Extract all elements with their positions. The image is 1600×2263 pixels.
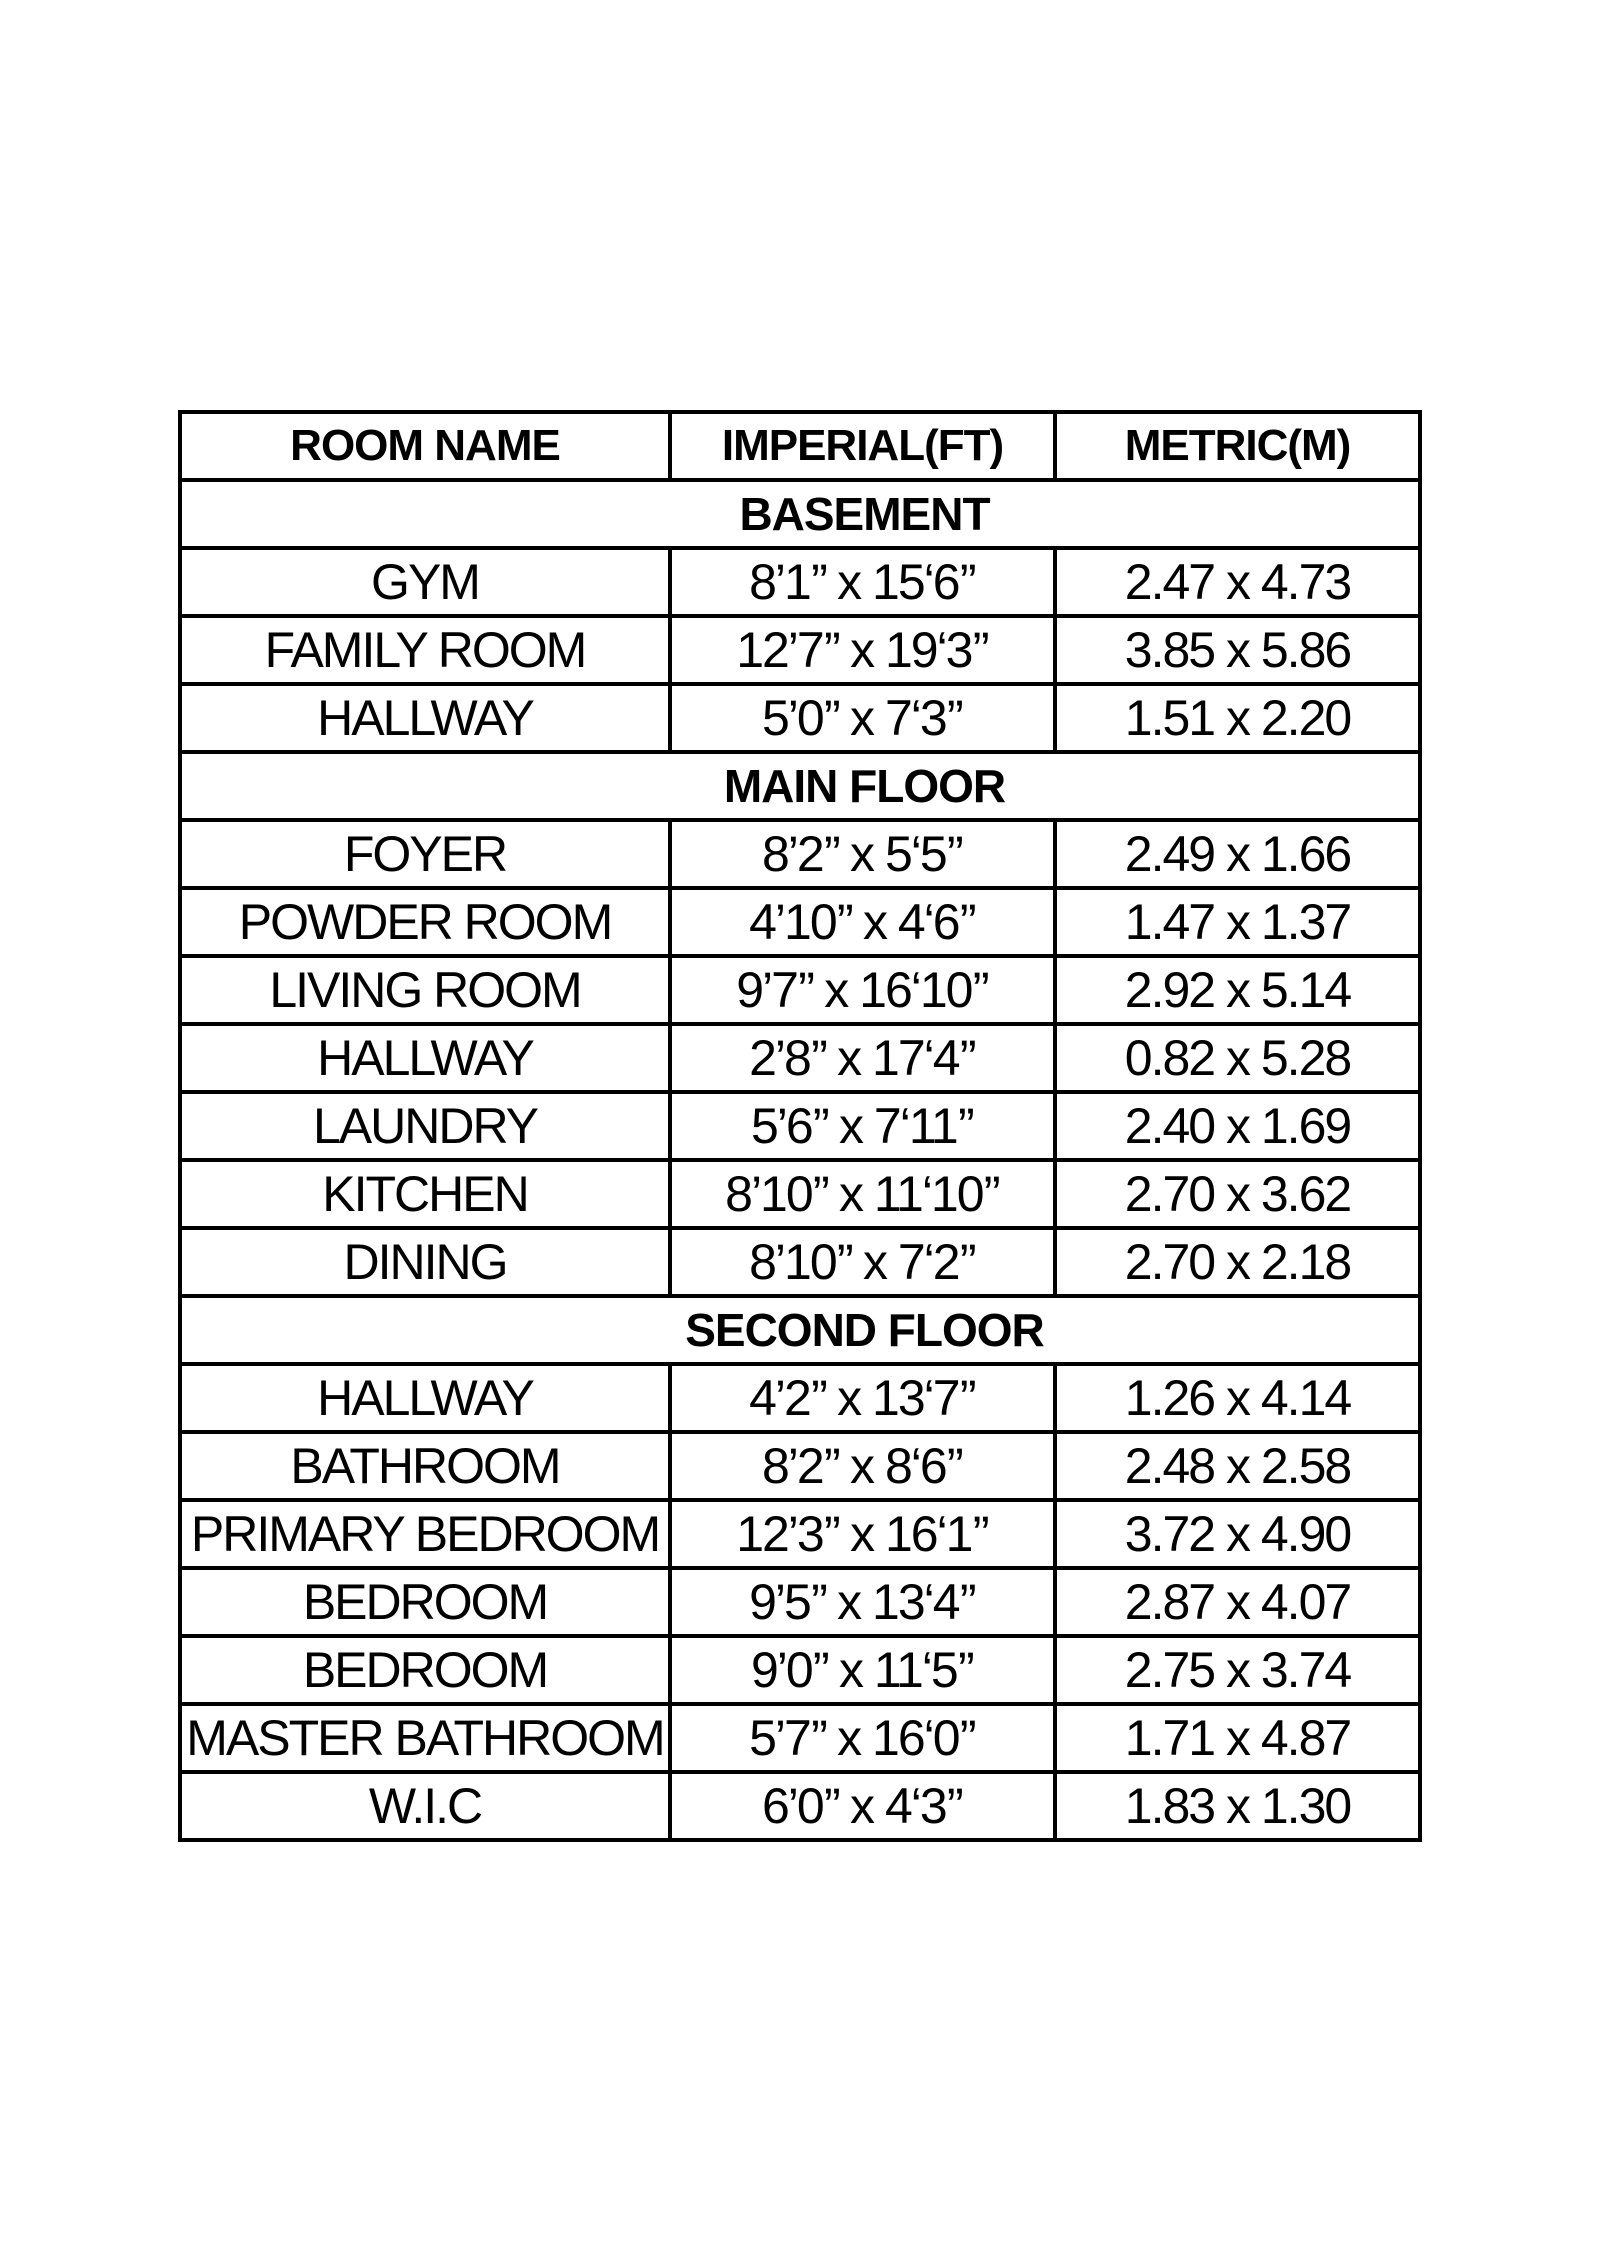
table-row-hallway-second — [182, 1366, 1418, 1434]
imperial-cell: 8’2’’ x 8‘6’’ — [672, 1434, 1057, 1498]
imperial-cell: 9’7’’ x 16‘10’’ — [672, 958, 1057, 1022]
imperial-cell: 4’2’’ x 13‘7’’ — [672, 1366, 1057, 1430]
metric-cell: 3.72 x 4.90 — [1124, 1506, 1351, 1562]
metric-cell: 2.70 x 3.62 — [1124, 1166, 1351, 1222]
room-name-cell: PRIMARY BEDROOM — [182, 1502, 672, 1566]
room-name-cell: DINING — [182, 1230, 672, 1294]
section-title-basement: BASEMENT — [739, 488, 990, 540]
section-spacer — [1057, 754, 1418, 818]
room-name-cell: HALLWAY — [182, 686, 672, 750]
table-row-powder-room — [182, 890, 1418, 958]
column-header-room-name: ROOM NAME — [182, 414, 672, 478]
room-name-cell: W.I.C — [182, 1774, 672, 1838]
room-dimensions-table — [178, 410, 1422, 1842]
table-header-row — [182, 414, 1418, 482]
metric-cell: 2.47 x 4.73 — [1124, 554, 1351, 610]
imperial-cell: 9’5’’ x 13‘4’’ — [672, 1570, 1057, 1634]
section-spacer — [182, 1298, 672, 1362]
imperial-cell: 8’1’’ x 15‘6’’ — [672, 550, 1057, 614]
table-row-bedroom-2 — [182, 1638, 1418, 1706]
room-name-cell: BEDROOM — [182, 1570, 672, 1634]
metric-cell: 2.75 x 3.74 — [1124, 1642, 1351, 1698]
metric-cell: 2.48 x 2.58 — [1124, 1438, 1351, 1494]
metric-cell: 1.51 x 2.20 — [1124, 690, 1351, 746]
table-row-primary-bedroom — [182, 1502, 1418, 1570]
imperial-cell: 12’3’’ x 16‘1’’ — [672, 1502, 1057, 1566]
table-row-gym — [182, 550, 1418, 618]
room-name-cell: HALLWAY — [182, 1366, 672, 1430]
metric-cell: 2.70 x 2.18 — [1124, 1234, 1351, 1290]
table-row-living-room — [182, 958, 1418, 1026]
section-spacer — [182, 482, 672, 546]
imperial-cell: 5’7’’ x 16‘0’’ — [672, 1706, 1057, 1770]
imperial-cell: 4’10’’ x 4‘6’’ — [672, 890, 1057, 954]
room-name-cell: GYM — [182, 550, 672, 614]
table-row-bedroom-1 — [182, 1570, 1418, 1638]
table-row-family-room — [182, 618, 1418, 686]
table-row-dining — [182, 1230, 1418, 1298]
table-row-bathroom — [182, 1434, 1418, 1502]
metric-cell: 2.49 x 1.66 — [1124, 826, 1351, 882]
room-name-cell: FOYER — [182, 822, 672, 886]
room-name-cell: FAMILY ROOM — [182, 618, 672, 682]
metric-cell: 2.92 x 5.14 — [1124, 962, 1351, 1018]
imperial-cell: 8’10’’ x 7‘2’’ — [672, 1230, 1057, 1294]
section-title-main-floor: MAIN FLOOR — [723, 760, 1006, 812]
imperial-cell: 12’7’’ x 19‘3’’ — [672, 618, 1057, 682]
table-row-laundry — [182, 1094, 1418, 1162]
table-row-foyer — [182, 822, 1418, 890]
section-spacer — [182, 754, 672, 818]
imperial-cell: 2’8’’ x 17‘4’’ — [672, 1026, 1057, 1090]
imperial-cell: 9’0’’ x 11‘5’’ — [672, 1638, 1057, 1702]
table-row-wic — [182, 1774, 1418, 1838]
section-spacer — [1057, 482, 1418, 546]
table-row-master-bathroom — [182, 1706, 1418, 1774]
metric-cell: 1.83 x 1.30 — [1124, 1778, 1351, 1834]
room-name-cell: POWDER ROOM — [182, 890, 672, 954]
metric-cell: 0.82 x 5.28 — [1124, 1030, 1351, 1086]
metric-cell: 2.87 x 4.07 — [1124, 1574, 1351, 1630]
imperial-cell: 6’0’’ x 4‘3’’ — [672, 1774, 1057, 1838]
metric-cell: 1.26 x 4.14 — [1124, 1370, 1351, 1426]
room-name-cell: BATHROOM — [182, 1434, 672, 1498]
metric-cell: 3.85 x 5.86 — [1124, 622, 1351, 678]
room-name-cell: BEDROOM — [182, 1638, 672, 1702]
table-row-hallway-main — [182, 1026, 1418, 1094]
room-name-cell: MASTER BATHROOM — [182, 1706, 672, 1770]
room-name-cell: KITCHEN — [182, 1162, 672, 1226]
imperial-cell: 5’0’’ x 7‘3’’ — [672, 686, 1057, 750]
imperial-cell: 5’6’’ x 7‘11’’ — [672, 1094, 1057, 1158]
section-header-second-floor — [182, 1298, 1418, 1366]
metric-cell: 1.47 x 1.37 — [1124, 894, 1351, 950]
section-header-main-floor — [182, 754, 1418, 822]
table-row-kitchen — [182, 1162, 1418, 1230]
column-header-metric: METRIC(M) — [1124, 421, 1351, 470]
metric-cell: 1.71 x 4.87 — [1124, 1710, 1351, 1766]
room-name-cell: HALLWAY — [182, 1026, 672, 1090]
section-spacer — [1057, 1298, 1418, 1362]
table-row-hallway-basement — [182, 686, 1418, 754]
column-header-imperial: IMPERIAL(FT) — [672, 414, 1057, 478]
imperial-cell: 8’2’’ x 5‘5’’ — [672, 822, 1057, 886]
room-name-cell: LIVING ROOM — [182, 958, 672, 1022]
metric-cell: 2.40 x 1.69 — [1124, 1098, 1351, 1154]
section-title-second-floor: SECOND FLOOR — [685, 1304, 1044, 1356]
imperial-cell: 8’10’’ x 11‘10’’ — [672, 1162, 1057, 1226]
section-header-basement — [182, 482, 1418, 550]
room-name-cell: LAUNDRY — [182, 1094, 672, 1158]
